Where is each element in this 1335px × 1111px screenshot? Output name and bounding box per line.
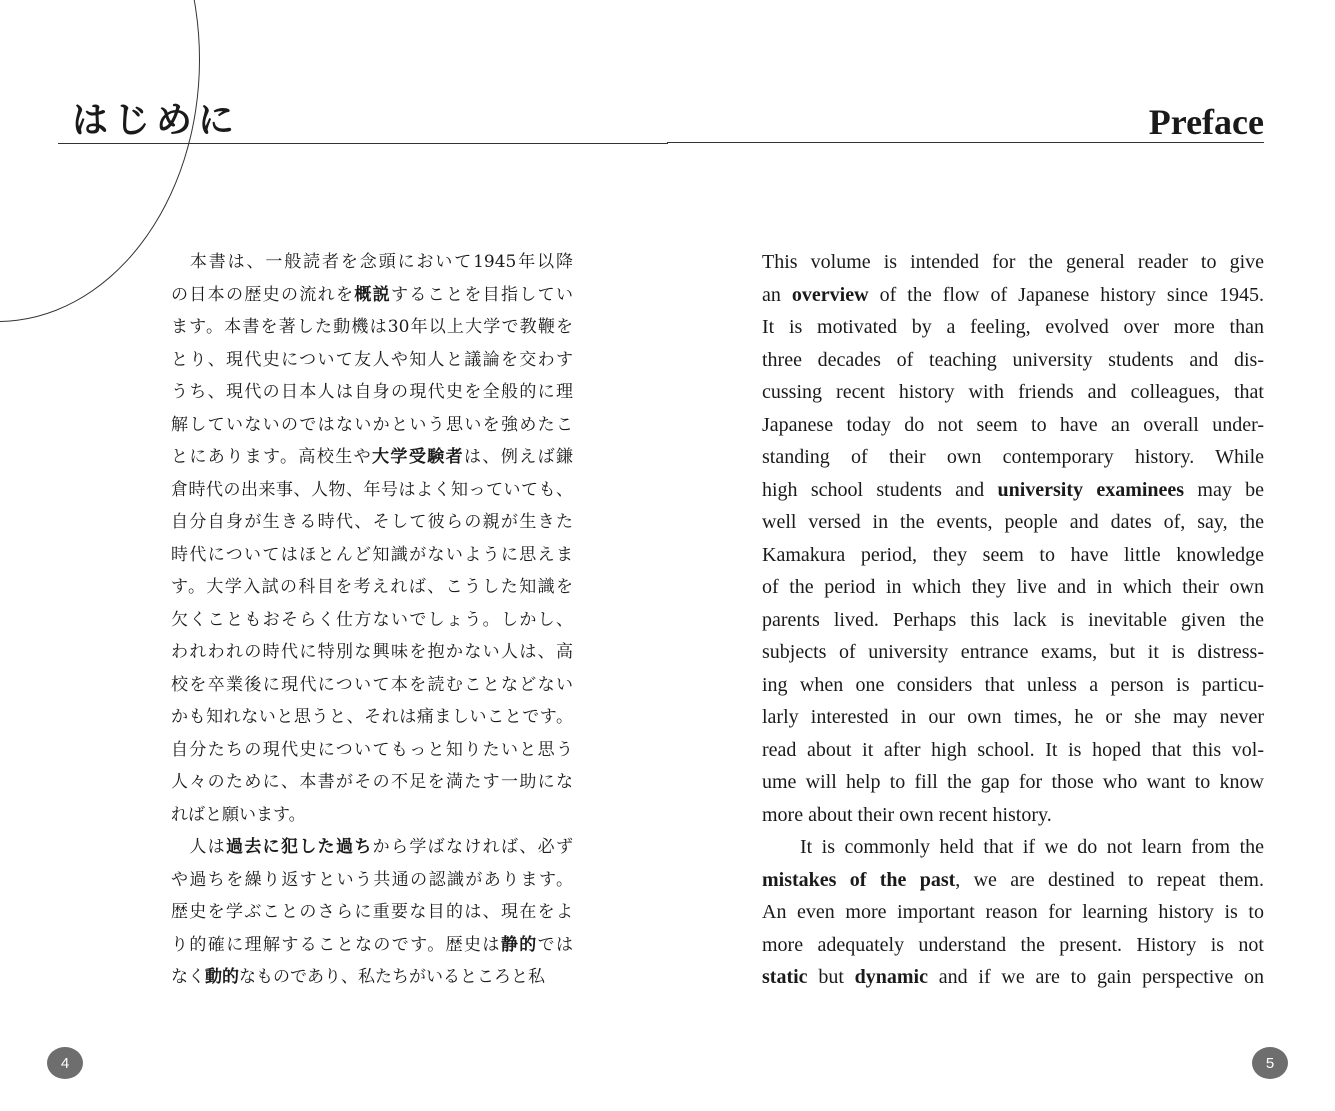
- text-segment: This volume is intended for the general reader to give: [762, 251, 1264, 273]
- title-rule-right: [667, 142, 1264, 143]
- text-line: [171, 636, 573, 669]
- text-line: [171, 864, 573, 897]
- text-line: [762, 506, 1264, 539]
- text-line: [171, 604, 573, 637]
- text-segment: more about their own recent history.: [762, 803, 1052, 826]
- text-line: [171, 799, 573, 832]
- text-segment: の日本の歴史の流れを: [171, 284, 355, 305]
- text-segment: うち、現代の日本人は自身の現代史を全般的に理: [171, 382, 573, 402]
- text-line: [762, 929, 1264, 962]
- text-segment: ればと願います。: [171, 804, 306, 825]
- text-segment: An even more important reason for learning history is to: [762, 901, 1264, 923]
- text-segment: Kamakura period, they seem to have little knowledge: [762, 543, 1264, 566]
- text-line: [171, 766, 573, 799]
- text-line: [171, 506, 573, 539]
- page-number-left: 4: [47, 1047, 83, 1079]
- text-segment: 解していないのではないかという思いを強めたこ: [171, 414, 573, 435]
- japanese-text-column: [171, 246, 573, 994]
- text-line: [762, 474, 1264, 507]
- text-segment: なものであり、私たちがいるところと私: [239, 967, 545, 987]
- text-segment: 歴史を学ぶことのさらに重要な目的は、現在をよ: [171, 902, 573, 922]
- decorative-arc: [0, 0, 200, 322]
- text-segment: なく: [171, 967, 205, 987]
- text-line: [171, 701, 573, 734]
- text-segment: high school students and: [762, 478, 998, 501]
- text-line: [762, 441, 1264, 474]
- text-line: [171, 474, 573, 507]
- text-segment: 欠くこともおそらく仕方ないでしょう。しかし、: [171, 609, 573, 630]
- text-line: [171, 669, 573, 702]
- text-line: [762, 864, 1264, 897]
- bold-term: overview: [791, 283, 869, 306]
- text-line: [171, 409, 573, 442]
- text-line: [171, 311, 573, 344]
- text-line: [171, 831, 573, 864]
- bold-term: static: [762, 966, 808, 988]
- text-segment: 自分たちの現代史についてもっと知りたいと思う: [171, 739, 573, 760]
- text-segment: とにあります。高校生や: [171, 447, 373, 467]
- bold-term: 過去に犯した過ち: [226, 837, 373, 857]
- text-segment: read about it after high school. It is hoped that this vol-: [762, 738, 1264, 761]
- text-line: [171, 896, 573, 929]
- bold-term: university examinees: [997, 478, 1185, 501]
- text-segment: of the period in which they live and in which their own: [762, 576, 1264, 598]
- bold-term: mistakes of the past: [762, 868, 956, 891]
- text-segment: ing when one considers that unless a person is particu-: [762, 673, 1264, 696]
- text-segment: す。大学入試の科目を考えれば、こうした知識を: [171, 577, 573, 597]
- text-segment: とり、現代史について友人や知人と議論を交わす: [171, 349, 573, 370]
- text-segment: and if we are to gain perspective on: [927, 966, 1264, 988]
- text-line: [762, 669, 1264, 702]
- text-line: [171, 376, 573, 409]
- text-line: [171, 961, 573, 994]
- text-segment: subjects of university entrance exams, but it is distress-: [762, 641, 1264, 663]
- text-line: [171, 246, 573, 279]
- text-line: [762, 311, 1264, 344]
- text-line: [762, 246, 1264, 279]
- text-segment: more adequately understand the present. History is not: [762, 933, 1264, 956]
- text-segment: standing of their own contemporary history. While: [762, 446, 1264, 468]
- text-line: [171, 441, 573, 474]
- text-line: [762, 799, 1264, 832]
- title-rule-left: [58, 143, 668, 144]
- text-segment: 自分自身が生きる時代、そして彼らの親が生きた: [171, 512, 573, 532]
- text-segment: り的確に理解することなのです。歴史は: [171, 934, 501, 955]
- bold-term: 静的: [500, 934, 538, 955]
- text-line: [762, 734, 1264, 767]
- text-line: [171, 279, 573, 312]
- text-segment: や過ちを繰り返すという共通の認識があります。: [171, 869, 573, 890]
- text-segment: ume will help to fill the gap for those who want to know: [762, 771, 1264, 793]
- text-line: [762, 831, 1264, 864]
- text-line: [762, 896, 1264, 929]
- text-segment: 倉時代の出来事、人物、年号はよく知っていても、: [171, 479, 573, 500]
- text-segment: われわれの時代に特別な興味を抱かない人は、高: [171, 642, 573, 662]
- text-segment: , we are destined to repeat them.: [955, 868, 1264, 891]
- text-segment: 人々のために、本書がその不足を満たす一助にな: [171, 772, 573, 792]
- text-segment: 本書は、一般読者を念頭において1945年以降: [171, 252, 573, 272]
- text-line: [171, 344, 573, 377]
- text-line: [762, 409, 1264, 442]
- text-segment: It is commonly held that if we do not learn from the: [800, 836, 1264, 858]
- text-line: [762, 571, 1264, 604]
- text-line: [171, 734, 573, 767]
- text-line: [762, 701, 1264, 734]
- text-line: [762, 279, 1264, 312]
- text-segment: Japanese today do not seem to have an overall under-: [762, 413, 1264, 436]
- text-segment: an: [762, 283, 792, 306]
- text-segment: well versed in the events, people and dates of, say, the: [762, 511, 1264, 533]
- bold-term: 大学受験者: [372, 447, 465, 467]
- text-line: [762, 376, 1264, 409]
- text-line: [762, 604, 1264, 637]
- text-line: [171, 929, 573, 962]
- bold-term: 概説: [354, 284, 392, 305]
- text-line: [171, 539, 573, 572]
- page-number-right: 5: [1252, 1047, 1288, 1079]
- text-line: [762, 961, 1264, 994]
- text-line: [762, 766, 1264, 799]
- text-segment: かも知れないと思うと、それは痛ましいことです。: [171, 707, 573, 727]
- text-segment: 校を卒業後に現代について本を読むことなどない: [171, 674, 573, 695]
- text-segment: 人は: [171, 837, 226, 857]
- english-text-column: [762, 246, 1264, 994]
- text-segment: three decades of teaching university students and dis-: [762, 348, 1264, 371]
- text-segment: することを目指してい: [391, 284, 574, 305]
- text-segment: ます。本書を著した動機は30年以上大学で教鞭を: [171, 317, 573, 337]
- text-segment: may be: [1184, 478, 1265, 501]
- bold-term: 動的: [205, 967, 239, 987]
- text-segment: から学ばなければ、必ず: [372, 837, 574, 857]
- text-segment: parents lived. Perhaps this lack is inevitable given the: [762, 608, 1264, 631]
- text-segment: but: [807, 966, 855, 988]
- page-title-english: Preface: [1148, 102, 1264, 142]
- text-segment: では: [537, 934, 574, 955]
- page-title-japanese: はじめに: [72, 99, 241, 141]
- text-segment: cussing recent history with friends and colleagues, that: [762, 381, 1264, 403]
- text-line: [171, 571, 573, 604]
- text-segment: of the flow of Japanese history since 1945.: [868, 283, 1264, 306]
- text-segment: larly interested in our own times, he or she may never: [762, 706, 1264, 728]
- bold-term: dynamic: [854, 966, 928, 988]
- text-segment: は、例えば鎌: [464, 447, 574, 467]
- text-segment: 時代についてはほとんど知識がないように思えま: [171, 544, 573, 565]
- text-line: [762, 636, 1264, 669]
- text-segment: It is motivated by a feeling, evolved over more than: [762, 316, 1264, 338]
- text-line: [762, 539, 1264, 572]
- text-line: [762, 344, 1264, 377]
